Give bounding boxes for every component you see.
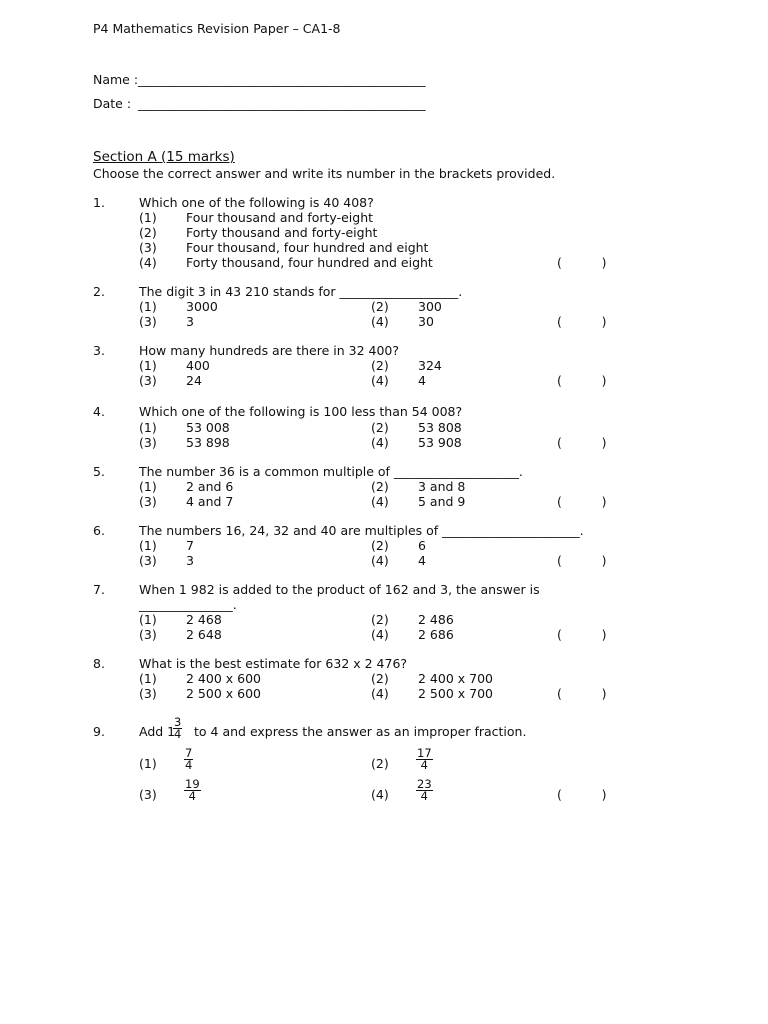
fraction-numerator: 23 <box>417 777 432 791</box>
option-text: 4 <box>418 553 426 568</box>
option-label: (1) <box>139 538 157 553</box>
option-label: (1) <box>139 479 157 494</box>
option-label: (3) <box>139 240 157 255</box>
option-text: 24 <box>186 373 202 388</box>
fraction-denominator: 4 <box>420 758 428 772</box>
question-number: 7. <box>93 582 105 597</box>
option-text: 3 <box>186 314 194 329</box>
option-label: (4) <box>371 553 389 568</box>
option-text: 5 and 9 <box>418 494 466 509</box>
stem-fraction <box>173 717 182 740</box>
fraction-denominator: 4 <box>185 758 193 772</box>
option-label: (3) <box>139 373 157 388</box>
option-text: 324 <box>418 358 442 373</box>
question-stem-suffix: to 4 and express the answer as an improper fraction. <box>194 724 527 739</box>
option-label: (1) <box>139 671 157 686</box>
option-text: 53 898 <box>186 435 230 450</box>
option-label: (1) <box>139 210 157 225</box>
option-text: Four thousand, four hundred and eight <box>186 240 429 255</box>
answer-bracket[interactable]: ( ) <box>557 435 607 450</box>
paper-title: P4 Mathematics Revision Paper – CA1-8 <box>93 21 341 36</box>
fraction-denominator: 4 <box>188 789 196 803</box>
question-stem: The numbers 16, 24, 32 and 40 are multiples of ______________________. <box>139 523 584 538</box>
option-label: (2) <box>139 225 157 240</box>
fraction-numerator: 17 <box>417 746 432 760</box>
option-text: 3000 <box>186 299 218 314</box>
option-label: (3) <box>139 314 157 329</box>
option-text: 2 648 <box>186 627 222 642</box>
option-fraction <box>184 748 193 771</box>
name-field[interactable]: ______________________________________________ <box>138 72 426 87</box>
option-text: 4 <box>418 373 426 388</box>
answer-bracket[interactable]: ( ) <box>557 373 607 388</box>
fraction-denominator: 4 <box>420 789 428 803</box>
option-text: 4 and 7 <box>186 494 234 509</box>
option-label: (1) <box>139 420 157 435</box>
answer-bracket[interactable]: ( ) <box>557 494 607 509</box>
option-text: 30 <box>418 314 434 329</box>
option-fraction <box>416 748 433 771</box>
option-text: 2 686 <box>418 627 454 642</box>
option-text: Forty thousand and forty-eight <box>186 225 378 240</box>
question-stem-line2: _______________. <box>139 597 237 612</box>
option-text: 2 500 x 700 <box>418 686 493 701</box>
answer-bracket[interactable]: ( ) <box>557 787 607 802</box>
name-label: Name : <box>93 72 139 87</box>
option-text: 53 908 <box>418 435 462 450</box>
option-label: (2) <box>371 612 389 627</box>
option-label: (3) <box>139 435 157 450</box>
question-number: 2. <box>93 284 105 299</box>
fraction-numerator: 7 <box>185 746 193 760</box>
answer-bracket[interactable]: ( ) <box>557 255 607 270</box>
question-stem: What is the best estimate for 632 x 2 476? <box>139 656 408 671</box>
option-label: (3) <box>139 686 157 701</box>
question-number: 5. <box>93 464 105 479</box>
question-stem: Which one of the following is 40 408? <box>139 195 374 210</box>
option-text: 53 008 <box>186 420 230 435</box>
date-label: Date : <box>93 96 132 111</box>
option-label: (2) <box>371 299 389 314</box>
answer-bracket[interactable]: ( ) <box>557 686 607 701</box>
option-text: 2 486 <box>418 612 454 627</box>
option-label: (4) <box>371 314 389 329</box>
option-text: 3 <box>186 553 194 568</box>
option-text: 400 <box>186 358 210 373</box>
option-text: 53 808 <box>418 420 462 435</box>
question-stem: How many hundreds are there in 32 400? <box>139 343 400 358</box>
option-fraction <box>184 779 201 802</box>
answer-bracket[interactable]: ( ) <box>557 553 607 568</box>
option-label: (1) <box>139 358 157 373</box>
option-fraction <box>416 779 433 802</box>
option-label: (2) <box>371 671 389 686</box>
option-text: 6 <box>418 538 426 553</box>
question-number: 4. <box>93 404 105 419</box>
option-text: Forty thousand, four hundred and eight <box>186 255 433 270</box>
option-text: 2 400 x 700 <box>418 671 493 686</box>
option-text: Four thousand and forty-eight <box>186 210 374 225</box>
question-stem: The number 36 is a common multiple of ____________________. <box>139 464 523 479</box>
option-label: (3) <box>139 787 157 802</box>
option-label: (2) <box>371 358 389 373</box>
option-label: (4) <box>371 787 389 802</box>
option-label: (4) <box>371 627 389 642</box>
question-number: 1. <box>93 195 105 210</box>
option-text: 7 <box>186 538 194 553</box>
option-label: (1) <box>139 612 157 627</box>
question-stem: The digit 3 in 43 210 stands for ___________________. <box>139 284 463 299</box>
option-text: 300 <box>418 299 442 314</box>
option-label: (2) <box>371 479 389 494</box>
answer-bracket[interactable]: ( ) <box>557 314 607 329</box>
option-label: (2) <box>371 756 389 771</box>
option-label: (3) <box>139 494 157 509</box>
fraction-numerator: 19 <box>185 777 200 791</box>
section-title: Section A (15 marks) <box>93 149 235 165</box>
option-text: 2 468 <box>186 612 222 627</box>
option-label: (3) <box>139 553 157 568</box>
option-label: (2) <box>371 538 389 553</box>
answer-bracket[interactable]: ( ) <box>557 627 607 642</box>
option-label: (1) <box>139 299 157 314</box>
option-text: 2 500 x 600 <box>186 686 261 701</box>
question-number: 6. <box>93 523 105 538</box>
question-number: 9. <box>93 724 105 739</box>
option-label: (2) <box>371 420 389 435</box>
fraction-denominator: 4 <box>174 727 182 741</box>
question-stem-prefix: Add 1 <box>139 724 176 739</box>
option-text: 3 and 8 <box>418 479 466 494</box>
date-field[interactable]: ______________________________________________ <box>138 96 426 111</box>
question-number: 8. <box>93 656 105 671</box>
question-stem: When 1 982 is added to the product of 162 and 3, the answer is <box>139 582 540 597</box>
option-label: (4) <box>371 373 389 388</box>
fraction-numerator: 3 <box>174 715 182 729</box>
option-label: (4) <box>371 686 389 701</box>
option-label: (3) <box>139 627 157 642</box>
option-label: (4) <box>371 435 389 450</box>
question-number: 3. <box>93 343 105 358</box>
section-instructions: Choose the correct answer and write its number in the brackets provided. <box>93 166 556 181</box>
option-label: (4) <box>139 255 157 270</box>
option-label: (4) <box>371 494 389 509</box>
question-stem: Which one of the following is 100 less than 54 008? <box>139 404 463 419</box>
option-text: 2 and 6 <box>186 479 234 494</box>
option-label: (1) <box>139 756 157 771</box>
option-text: 2 400 x 600 <box>186 671 261 686</box>
